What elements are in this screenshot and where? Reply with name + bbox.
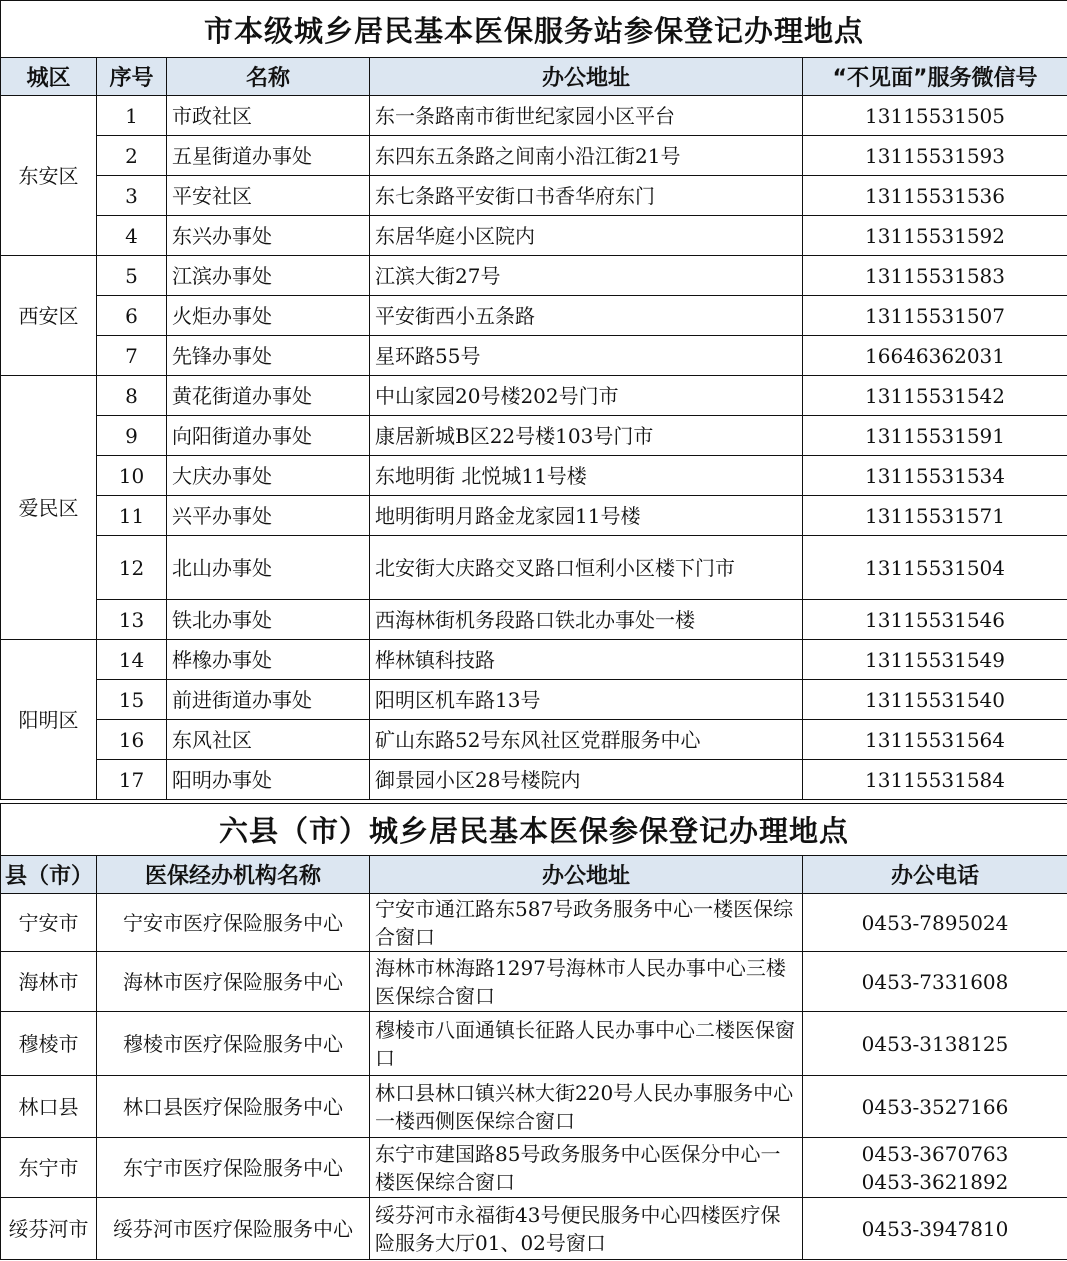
row-number: 9 [97,416,167,456]
table-row [1,336,1067,376]
phone-number: 0453-3670763 [861,1141,1009,1166]
station-name: 北山办事处 [167,536,370,600]
org-name: 东宁市医疗保险服务中心 [97,1138,370,1198]
station-name: 火炬办事处 [167,296,370,336]
org-name: 海林市医疗保险服务中心 [97,952,370,1012]
office-phone [803,1012,1067,1076]
table-row [1,760,1067,800]
station-name: 阳明办事处 [167,760,370,800]
station-address: 御景园小区28号楼院内 [370,760,803,800]
table-row [1,376,1067,416]
table-row [1,296,1067,336]
header-number: 序号 [97,58,167,96]
county-offices-table [0,803,1067,1260]
row-number: 2 [97,136,167,176]
county-name: 林口县 [1,1076,97,1138]
header-address: 办公地址 [370,58,803,96]
district-cell: 爱民区 [1,376,97,640]
station-name: 向阳街道办事处 [167,416,370,456]
phone-number: 0453-3527166 [861,1094,1009,1119]
table-row [1,680,1067,720]
table-row [1,1076,1067,1138]
row-number: 11 [97,496,167,536]
table-row [1,1138,1067,1198]
office-phone [803,1138,1067,1198]
station-address: 中山家园20号楼202号门市 [370,376,803,416]
station-address: 东一条路南市街世纪家园小区平台 [370,96,803,136]
table-row [1,456,1067,496]
office-address: 林口县林口镇兴林大街220号人民办事服务中心一楼西侧医保综合窗口 [370,1076,803,1138]
wechat-id: 13115531534 [803,456,1067,496]
station-address: 康居新城B区22号楼103号门市 [370,416,803,456]
wechat-id: 16646362031 [803,336,1067,376]
wechat-id: 13115531504 [803,536,1067,600]
row-number: 3 [97,176,167,216]
station-name: 江滨办事处 [167,256,370,296]
table-row [1,256,1067,296]
wechat-id: 13115531592 [803,216,1067,256]
org-name: 林口县医疗保险服务中心 [97,1076,370,1138]
row-number: 13 [97,600,167,640]
header-name: 名称 [167,58,370,96]
wechat-id: 13115531591 [803,416,1067,456]
station-name: 黄花街道办事处 [167,376,370,416]
wechat-id: 13115531584 [803,760,1067,800]
row-number: 15 [97,680,167,720]
station-address: 北安街大庆路交叉路口恒利小区楼下门市 [370,536,803,600]
header-county: 县（市） [1,856,97,894]
station-name: 平安社区 [167,176,370,216]
table-row [1,1198,1067,1260]
table-row [1,536,1067,600]
station-name: 东风社区 [167,720,370,760]
row-number: 7 [97,336,167,376]
phone-number: 0453-3138125 [861,1031,1009,1056]
station-address: 地明街明月路金龙家园11号楼 [370,496,803,536]
table-row [1,416,1067,456]
row-number: 14 [97,640,167,680]
district-cell: 阳明区 [1,640,97,800]
table1-header-row [1,58,1067,96]
table2-title: 六县（市）城乡居民基本医保参保登记办理地点 [1,804,1067,856]
header-district: 城区 [1,58,97,96]
row-number: 1 [97,96,167,136]
station-name: 桦橡办事处 [167,640,370,680]
station-name: 大庆办事处 [167,456,370,496]
county-name: 穆棱市 [1,1012,97,1076]
station-name: 铁北办事处 [167,600,370,640]
county-name: 东宁市 [1,1138,97,1198]
station-address: 东四东五条路之间南小沿江街21号 [370,136,803,176]
station-address: 桦林镇科技路 [370,640,803,680]
office-address: 东宁市建国路85号政务服务中心医保分中心一楼医保综合窗口 [370,1138,803,1198]
phone-number-secondary: 0453-3621892 [861,1169,1009,1194]
station-address: 东居华庭小区院内 [370,216,803,256]
row-number: 8 [97,376,167,416]
table-row [1,1012,1067,1076]
office-phone [803,894,1067,952]
station-address: 东地明街 北悦城11号楼 [370,456,803,496]
header-org: 医保经办机构名称 [97,856,370,894]
station-address: 平安街西小五条路 [370,296,803,336]
row-number: 10 [97,456,167,496]
office-address: 宁安市通江路东587号政务服务中心一楼医保综合窗口 [370,894,803,952]
wechat-id: 13115531505 [803,96,1067,136]
table-row [1,640,1067,680]
county-name: 海林市 [1,952,97,1012]
station-address: 矿山东路52号东风社区党群服务中心 [370,720,803,760]
office-phone [803,1198,1067,1260]
header-phone: 办公电话 [803,856,1067,894]
station-name: 市政社区 [167,96,370,136]
table-row [1,96,1067,136]
org-name: 宁安市医疗保险服务中心 [97,894,370,952]
station-name: 东兴办事处 [167,216,370,256]
table-row [1,176,1067,216]
station-name: 前进街道办事处 [167,680,370,720]
station-address: 西海林街机务段路口铁北办事处一楼 [370,600,803,640]
table2-header-row [1,856,1067,894]
wechat-id: 13115531507 [803,296,1067,336]
row-number: 5 [97,256,167,296]
wechat-id: 13115531564 [803,720,1067,760]
header-wechat: “不见面”服务微信号 [803,58,1067,96]
table-row [1,600,1067,640]
phone-number: 0453-3947810 [861,1216,1009,1241]
office-phone [803,1076,1067,1138]
phone-number: 0453-7331608 [861,969,1009,994]
wechat-id: 13115531546 [803,600,1067,640]
wechat-id: 13115531571 [803,496,1067,536]
station-address: 星环路55号 [370,336,803,376]
office-address: 绥芬河市永福街43号便民服务中心四楼医疗保险服务大厅01、02号窗口 [370,1198,803,1260]
station-name: 兴平办事处 [167,496,370,536]
org-name: 绥芬河市医疗保险服务中心 [97,1198,370,1260]
row-number: 17 [97,760,167,800]
station-address: 东七条路平安街口书香华府东门 [370,176,803,216]
station-name: 先锋办事处 [167,336,370,376]
wechat-id: 13115531536 [803,176,1067,216]
station-name: 五星街道办事处 [167,136,370,176]
org-name: 穆棱市医疗保险服务中心 [97,1012,370,1076]
district-cell: 东安区 [1,96,97,256]
wechat-id: 13115531593 [803,136,1067,176]
wechat-id: 13115531542 [803,376,1067,416]
station-address: 阳明区机车路13号 [370,680,803,720]
row-number: 12 [97,536,167,600]
table-row [1,136,1067,176]
wechat-id: 13115531549 [803,640,1067,680]
county-name: 绥芬河市 [1,1198,97,1260]
row-number: 16 [97,720,167,760]
table-row [1,952,1067,1012]
table-row [1,720,1067,760]
table-row [1,894,1067,952]
row-number: 4 [97,216,167,256]
station-address: 江滨大街27号 [370,256,803,296]
district-cell: 西安区 [1,256,97,376]
table-row [1,496,1067,536]
office-address: 穆棱市八面通镇长征路人民办事中心二楼医保窗口 [370,1012,803,1076]
wechat-id: 13115531583 [803,256,1067,296]
row-number: 6 [97,296,167,336]
office-address: 海林市林海路1297号海林市人民办事中心三楼医保综合窗口 [370,952,803,1012]
header-address: 办公地址 [370,856,803,894]
office-phone [803,952,1067,1012]
wechat-id: 13115531540 [803,680,1067,720]
county-name: 宁安市 [1,894,97,952]
phone-number: 0453-7895024 [861,910,1009,935]
table1-title: 市本级城乡居民基本医保服务站参保登记办理地点 [1,1,1067,58]
table-row [1,216,1067,256]
